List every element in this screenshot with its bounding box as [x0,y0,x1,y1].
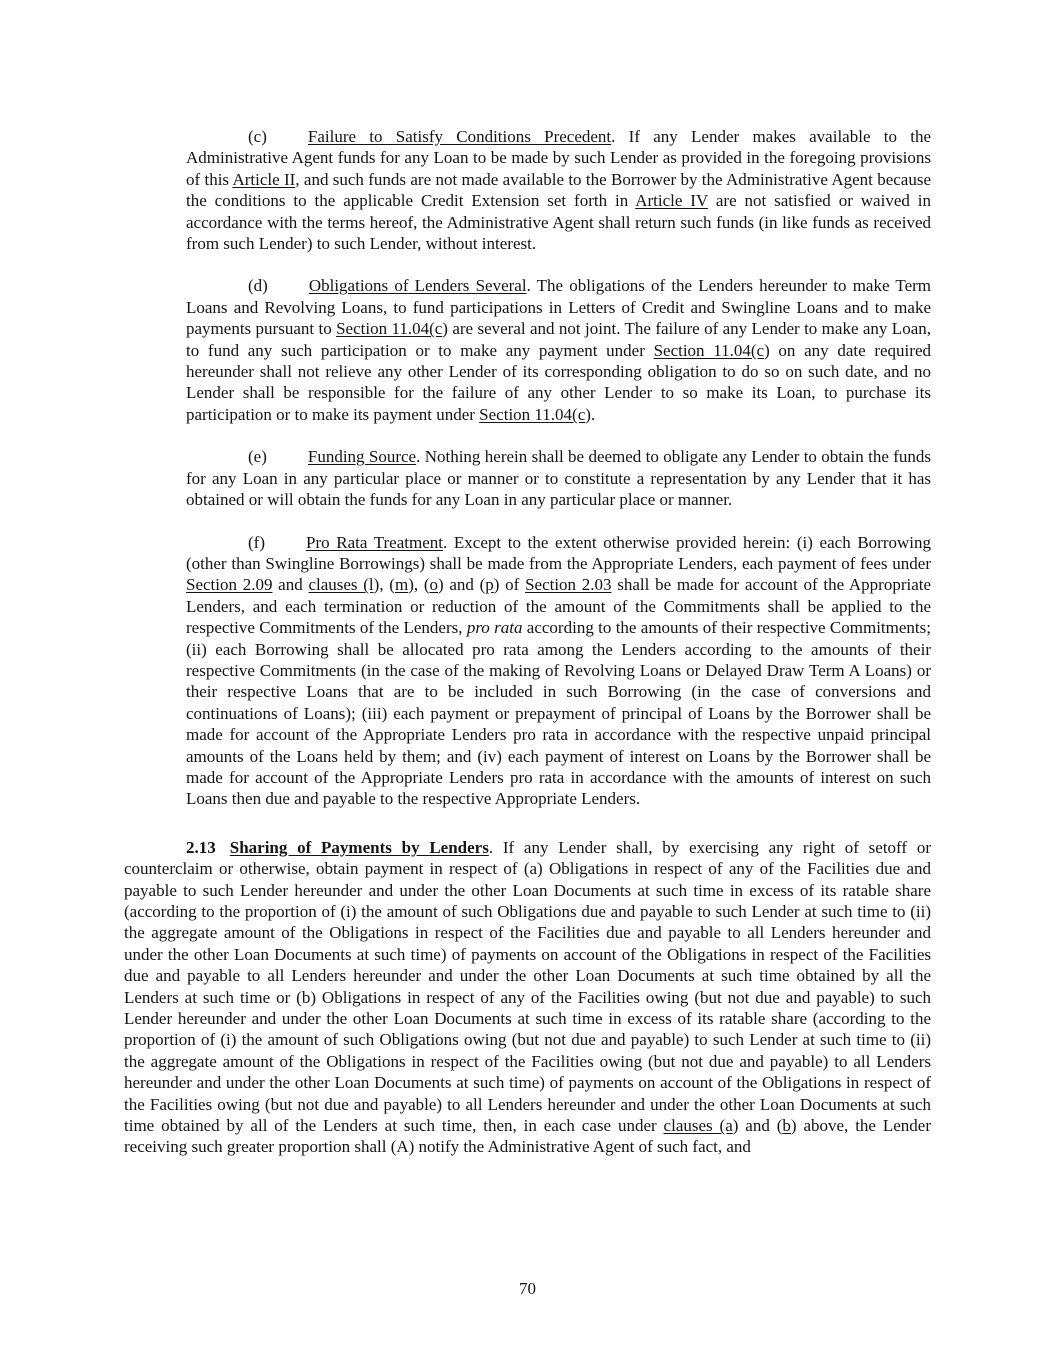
text-run: clauses (l [308,575,374,595]
text-run: b [782,1116,791,1136]
text-run: according to the amounts of their respective Commitments; (ii) each Borrowing shall be allocated pro rata among the Lenders according to the amounts of their respective Commitments (in the case of the making of Revolving Loans or Delayed Draw Term A Loans) or their respective Loans that are to be included in such Borrowing (in the case of conversions and continuations of Loans); (iii) each payment or prepayment of principal of Loans by the Borrower shall be made for account of the Appropriate Lenders pro rata in accordance with the respective unpaid principal amounts of the Loans held by them; and (iv) each payment of interest on Loans by the Borrower shall be made for account of the Appropriate Lenders pro rata in accordance with the amounts of interest on such Loans then due and payable to the respective Appropriate Lenders. [186,618,931,809]
text-run: Section 2.09 [186,575,273,595]
text-run: . The obligations of the Lenders hereunder to make Term Loans and Revolving Loans, to fund participations in Letters of Credit and Swingline Loans and to make payments pursuant to [186,276,931,339]
paragraph-d [186,275,931,425]
text-run: ) above, the Lender receiving such greater proportion shall (A) notify the Administrative Agent of such fact, and [124,1116,931,1157]
text-run: . If any Lender shall, by exercising any right of setoff or counterclaim or otherwise, obtain payment in respect of (a) Obligations in respect of any of the Facilities due and payable to such Lender hereunder and under the other Loan Documents at such time in excess of its ratable share (according to the proportion of (i) the amount of such Obligations due and payable to such Lender at such time to (ii) the aggregate amount of the Obligations in respect of the Facilities due and payable to all Lenders hereunder and under the other Loan Documents at such time) of payments on account of the Obligations in respect of the Facilities due and payable to all Lenders hereunder and under the other Loan Documents at such time obtained by all the Lenders at such time or (b) Obligations in respect of any of the Facilities owing (but not due and payable) to such Lender hereunder and under the other Loan Documents at such time in excess of its ratable share (according to the proportion of (i) the amount of such Obligations owing (but not due and payable) to such Lender at such time to (ii) the aggregate amount of the Obligations in respect of the Facilities owing (but not due and payable) to all Lenders hereunder and under the other Loan Documents at such time) of payments on account of the Obligations in respect of the Facilities owing (but not due and payable) to all Lenders hereunder and under the other Loan Documents at such time obtained by all of the Lenders at such time, then, in each case under [124,837,931,1136]
text-run: m [394,575,409,595]
text-run: (d) [248,276,268,296]
paragraph-e [186,446,931,510]
text-run: ), ( [408,575,430,595]
text-run: . Nothing herein shall be deemed to obligate any Lender to obtain the funds for any Loan in any particular place or manner or to constitute a representation by any Lender that it has obtained or will obtain the funds for any Loan in any particular place or manner. [186,447,931,510]
text-run: and [272,575,309,595]
text-run: Obligations of Lenders Several [308,276,527,296]
text-run: Sharing of Payments by Lenders [229,837,489,857]
text-run: Section 11.04(c [479,404,586,424]
text-run: Article II [232,169,296,189]
text-run: ) and ( [437,575,486,595]
paragraph-c [186,126,931,254]
text-run: o [429,575,438,595]
text-run: . If any Lender makes available to the Administrative Agent funds for any Loan to be made by such Lender as provided in the foregoing provisions of this [186,127,931,189]
text-run: Pro Rata Treatment [305,532,443,552]
page-number: 70 [519,1279,536,1298]
text-run: ). [585,404,596,424]
text-run: (c) [248,127,267,146]
text-run: clauses (a [663,1116,733,1136]
text-run: Section 11.04(c [336,319,443,339]
document-body [124,126,931,1179]
text-run: . Except to the extent otherwise provided herein: (i) each Borrowing (other than Swingline Borrowings) shall be made from the Appropriate Lenders, each payment of fees under [186,532,931,573]
text-run: Section 2.03 [525,575,612,595]
text-run: , and such funds are not made available to the Borrower by the Administrative Agent because the conditions to the applicable Credit Extension set forth in [186,169,931,211]
text-run: Article IV [635,191,708,211]
text-run: ) and ( [732,1116,783,1136]
text-run: ) on any date required hereunder shall not relieve any other Lender of its corresponding obligation to do so on such date, and no Lender shall be responsible for the failure of any other Lender to so make its Loan, to purchase its participation or to make its payment under [186,340,931,424]
text-run: (e) [248,447,267,467]
text-run: pro rata [466,618,523,638]
text-run: shall be made for account of the Appropriate Lenders, and each termination or reduction of the amount of the Commitments shall be applied to the respective Commitments of the Lenders, [186,575,932,638]
text-run: (f) [248,532,265,552]
paragraph-f [186,532,931,810]
text-run: Funding Source [307,447,417,467]
text-run: Section 11.04(c [653,340,765,360]
text-run: ) are several and not joint. The failure of any Lender to make any Loan, to fund any such participation or to make any payment under [186,319,931,360]
text-run: ), ( [373,575,395,595]
text-run: ) of [493,575,526,595]
text-run: are not satisfied or waived in accordance with the terms hereof, the Administrative Agent shall return such funds (in like funds as received from such Lender) to such Lender, without interest. [186,191,931,254]
text-run: p [485,575,494,595]
text-run: 2.13 [186,837,216,857]
text-run: Failure to Satisfy Conditions Precedent [307,127,612,146]
paragraph-2-13 [124,837,931,1158]
